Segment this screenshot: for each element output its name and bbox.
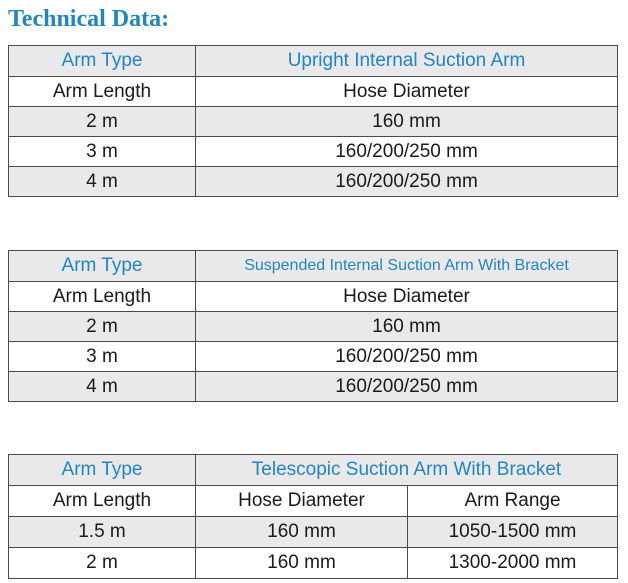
page-title: Technical Data:: [8, 6, 170, 32]
hose-diameter-cell: 160/200/250 mm: [196, 137, 618, 167]
telescopic-arm-spec-table: [8, 454, 618, 579]
column-header-row: [9, 486, 618, 517]
arm-length-cell: 2 m: [9, 312, 196, 342]
hose-diameter-cell: 160 mm: [196, 517, 408, 548]
arm-length-header: Arm Length: [9, 282, 196, 312]
arm-type-label: Arm Type: [9, 251, 196, 282]
product-name: Upright Internal Suction Arm: [196, 46, 618, 77]
table-row: [9, 548, 618, 579]
product-name: Telescopic Suction Arm With Bracket: [196, 455, 618, 486]
hose-diameter-cell: 160/200/250 mm: [196, 372, 618, 402]
hose-diameter-header: Hose Diameter: [196, 77, 618, 107]
upright-arm-spec-table: [8, 45, 618, 197]
hose-diameter-cell: 160/200/250 mm: [196, 342, 618, 372]
arm-length-cell: 3 m: [9, 137, 196, 167]
table-row: [9, 517, 618, 548]
table-row: [9, 312, 618, 342]
table-row: [9, 107, 618, 137]
table-header-row: [9, 46, 618, 77]
arm-length-cell: 2 m: [9, 548, 196, 579]
arm-length-header: Arm Length: [9, 486, 196, 517]
table-row: [9, 372, 618, 402]
suspended-arm-spec-table: [8, 250, 618, 402]
arm-length-cell: 4 m: [9, 372, 196, 402]
table-row: [9, 342, 618, 372]
arm-length-cell: 3 m: [9, 342, 196, 372]
table-row: [9, 167, 618, 197]
hose-diameter-cell: 160/200/250 mm: [196, 167, 618, 197]
hose-diameter-cell: 160 mm: [196, 548, 408, 579]
hose-diameter-header: Hose Diameter: [196, 282, 618, 312]
arm-length-cell: 4 m: [9, 167, 196, 197]
arm-type-label: Arm Type: [9, 455, 196, 486]
hose-diameter-header: Hose Diameter: [196, 486, 408, 517]
arm-range-cell: 1300-2000 mm: [408, 548, 618, 579]
arm-range-header: Arm Range: [408, 486, 618, 517]
hose-diameter-cell: 160 mm: [196, 107, 618, 137]
column-header-row: [9, 77, 618, 107]
arm-length-cell: 1.5 m: [9, 517, 196, 548]
arm-type-label: Arm Type: [9, 46, 196, 77]
arm-range-cell: 1050-1500 mm: [408, 517, 618, 548]
table-row: [9, 137, 618, 167]
product-name: Suspended Internal Suction Arm With Bracket: [196, 251, 618, 282]
table-header-row: [9, 455, 618, 486]
table-header-row: [9, 251, 618, 282]
arm-length-header: Arm Length: [9, 77, 196, 107]
arm-length-cell: 2 m: [9, 107, 196, 137]
hose-diameter-cell: 160 mm: [196, 312, 618, 342]
column-header-row: [9, 282, 618, 312]
